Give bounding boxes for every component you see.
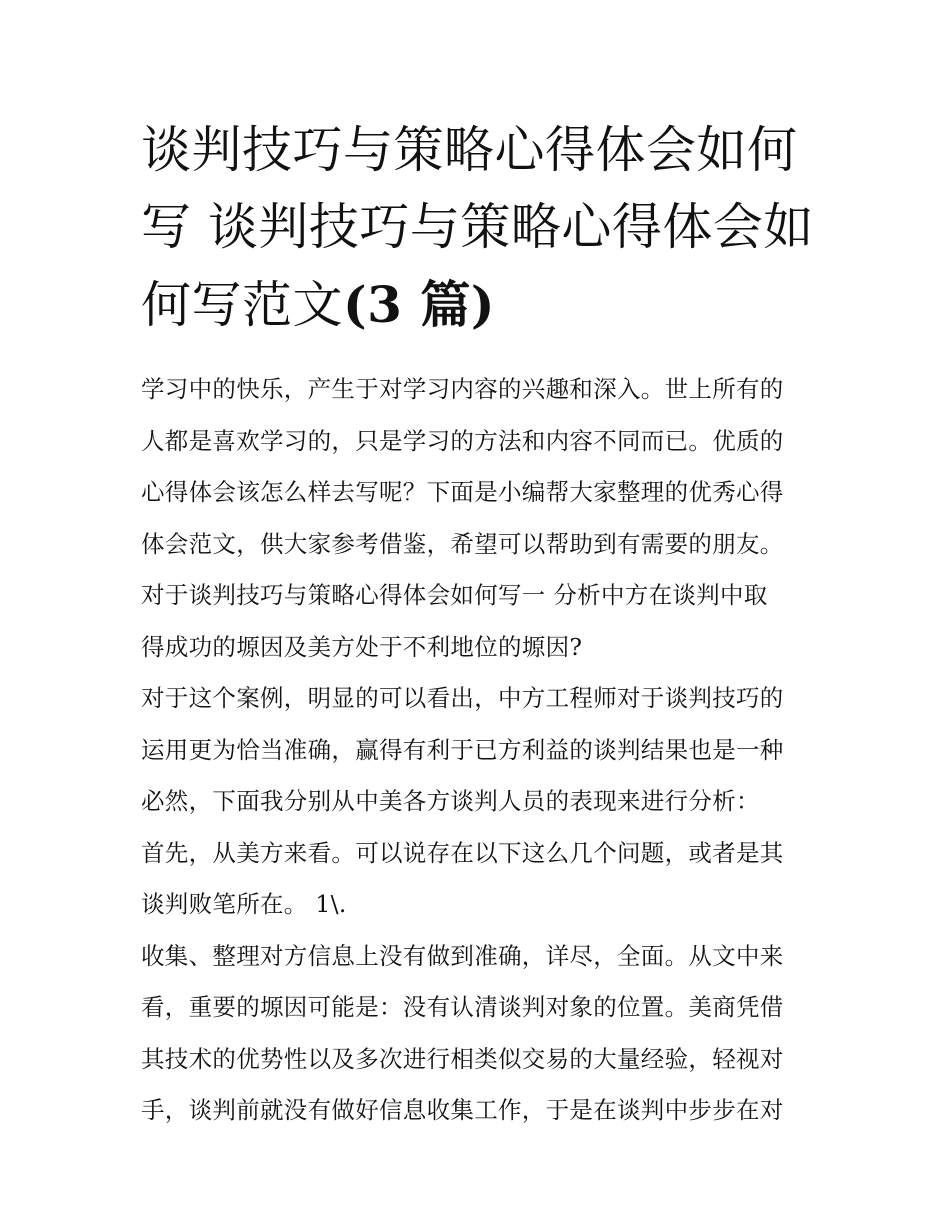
text-line-8: 运用更为恰当准确，赢得有利于已方利益的谈判结果也是一种 (141, 735, 784, 764)
text-line-12: 收集、整理对方信息上没有做到准确，详尽，全面。从文中来 (141, 941, 784, 970)
text-line-1: 学习中的快乐，产生于对学习内容的兴趣和深入。世上所有的 (141, 375, 784, 403)
text-line-7: 对于这个案例，明显的可以看出，中方工程师对于谈判技巧的 (141, 684, 784, 712)
text-line-4: 体会范文，供大家参考借鉴，希望可以帮助到有需要的朋友。 (141, 529, 784, 558)
title-count: (3 篇) (343, 275, 496, 334)
text-line-2: 人都是喜欢学习的，只是学习的方法和内容不同而已。优质的 (141, 426, 784, 455)
title-line-1: 谈判技巧与策略心得体会如何 (141, 121, 798, 179)
text-line-14: 其技术的优势性以及多次进行相类似交易的大量经验，轻视对 (141, 1044, 784, 1073)
text-line-15: 手，谈判前就没有做好信息收集工作，于是在谈判中步步在对 (141, 1096, 784, 1124)
text-line-6: 得成功的塬因及美方处于不利地位的塬因? (141, 632, 583, 661)
title-line-3 (141, 266, 821, 344)
title-line-2: 写 谈判技巧与策略心得体会如 (141, 198, 814, 256)
text-line-11: 谈判败笔所在。 1\. (141, 890, 347, 918)
text-line-13: 看，重要的塬因可能是：没有认清谈判对象的位置。美商凭借 (141, 993, 784, 1021)
document-title (141, 112, 821, 344)
document-page (141, 112, 821, 1137)
title-line-3-text: 何写范文 (141, 276, 343, 334)
document-body (141, 364, 821, 1137)
text-line-10: 首先，从美方来看。可以说存在以下这么几个问题，或者是其 (141, 838, 784, 867)
text-line-9: 必然，下面我分别从中美各方谈判人员的表现来进行分析： (141, 787, 760, 815)
text-line-5: 对于谈判技巧与策略心得体会如何写一 分析中方在谈判中取 (141, 581, 768, 609)
text-line-3: 心得体会该怎么样去写呢？下面是小编帮大家整理的优秀心得 (141, 478, 784, 506)
